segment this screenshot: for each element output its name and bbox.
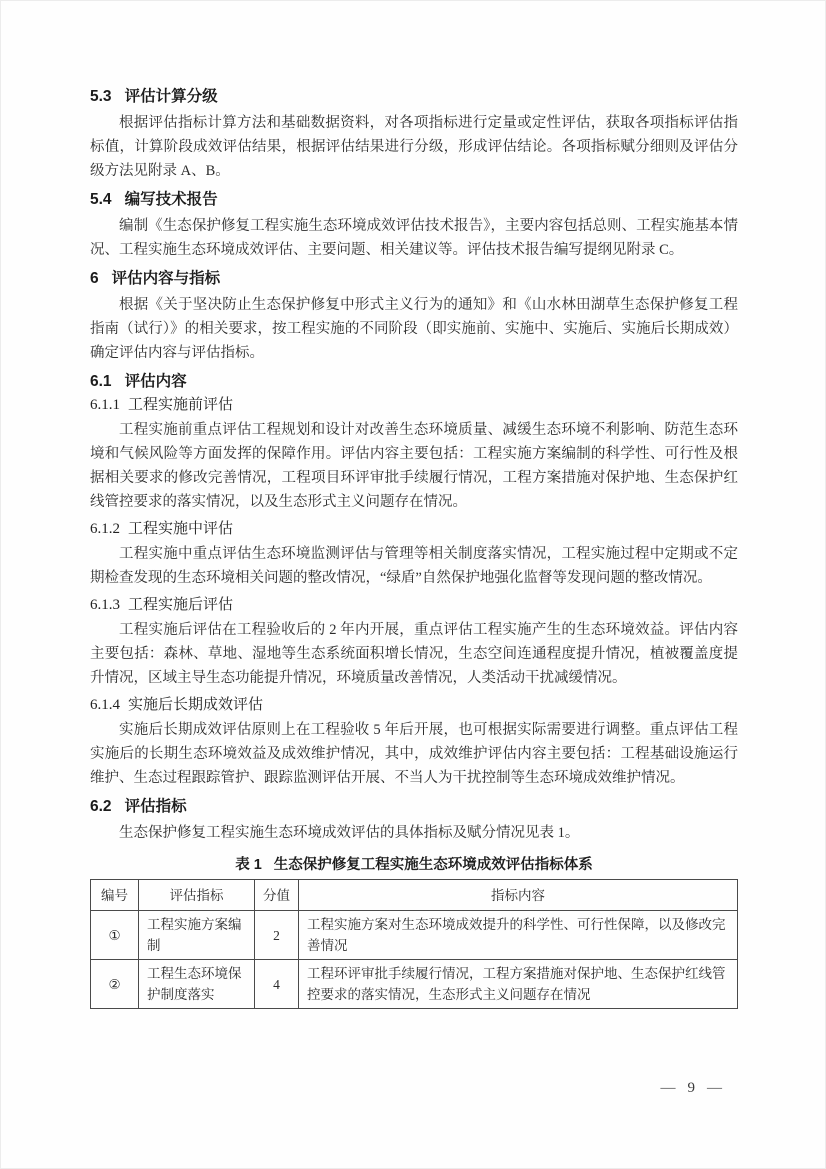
- subsection-heading: [90, 397, 738, 414]
- section-heading: [90, 373, 738, 390]
- cell-indicator: 工程生态环境保护制度落实: [139, 960, 255, 1009]
- col-header-content: 指标内容: [299, 880, 738, 911]
- section-title: 工程实施后评估: [128, 597, 234, 613]
- section-6-2: [90, 798, 738, 845]
- section-number: 6.1.1: [90, 397, 120, 413]
- col-header-indicator: 评估指标: [139, 880, 255, 911]
- section-paragraph: 生态保护修复工程实施生态环境成效评估的具体指标及赋分情况见表 1。: [119, 825, 580, 841]
- section-5-4: [90, 191, 738, 262]
- section-6-1-2: [90, 521, 738, 590]
- section-6-1-1: [90, 397, 738, 514]
- indicator-table: [90, 879, 738, 1009]
- section-title: 评估内容: [124, 373, 187, 390]
- cell-score: 2: [255, 911, 299, 960]
- section-title: 评估指标: [124, 798, 187, 815]
- section-number: 6: [90, 270, 99, 287]
- section-6-1: [90, 373, 738, 390]
- table-header-row: [91, 880, 738, 911]
- section-title: 编写技术报告: [124, 191, 218, 208]
- section-5-3: [90, 88, 738, 183]
- section-number: 5.4: [90, 191, 112, 208]
- section-6: [90, 270, 738, 365]
- section-number: 5.3: [90, 88, 112, 105]
- section-heading: [90, 270, 738, 287]
- section-number: 6.1.3: [90, 597, 120, 613]
- section-number: 6.1: [90, 373, 112, 390]
- subsection-heading: [90, 521, 738, 538]
- section-heading: [90, 88, 738, 105]
- col-header-score: 分值: [255, 880, 299, 911]
- section-number: 6.1.2: [90, 521, 120, 537]
- page-footer: [649, 1080, 735, 1097]
- section-paragraph: 根据评估指标计算方法和基础数据资料，对各项指标进行定量或定性评估，获取各项指标评估指标值，计算阶段成效评估结果，根据评估结果进行分级，形成评估结论。各项指标赋分细则及评估分级方法见附录 A、B。: [90, 115, 738, 179]
- footer-dash-left: —: [660, 1080, 676, 1096]
- section-paragraph: 实施后长期成效评估原则上在工程验收 5 年后开展，也可根据实际需要进行调整。重点评估工程实施后的长期生态环境效益及成效维护情况，其中，成效维护评估内容主要包括：工程基础设施运行维护、生态过程跟踪管护、跟踪监测评估开展、不当人为干扰控制等生态环境成效维护情况。: [90, 722, 738, 786]
- section-paragraph: 工程实施中重点评估生态环境监测评估与管理等相关制度落实情况，工程实施过程中定期或不定期检查发现的生态环境相关问题的整改情况，“绿盾”自然保护地强化监督等发现问题的整改情况。: [90, 546, 738, 586]
- section-heading: [90, 798, 738, 815]
- cell-score: 4: [255, 960, 299, 1009]
- page-number: 9: [687, 1080, 695, 1096]
- footer-dash-right: —: [707, 1080, 722, 1096]
- cell-number: ②: [91, 960, 139, 1009]
- section-title: 评估计算分级: [124, 88, 218, 105]
- table-row: [91, 911, 738, 960]
- section-paragraph: 工程实施前重点评估工程规划和设计对改善生态环境质量、减缓生态环境不利影响、防范生态环境和气候风险等方面发挥的保障作用。评估内容主要包括：工程实施方案编制的科学性、可行性及根据相关要求的修改完善情况，工程项目环评审批手续履行情况，工程方案措施对保护地、生态保护红线管控要求的落实情况，以及生态形式主义问题存在情况。: [90, 422, 738, 510]
- section-title: 工程实施前评估: [128, 397, 234, 413]
- table-title-text: 生态保护修复工程实施生态环境成效评估指标体系: [273, 857, 593, 873]
- cell-number: ①: [91, 911, 139, 960]
- subsection-heading: [90, 697, 738, 714]
- section-title: 工程实施中评估: [128, 521, 234, 537]
- section-paragraph: 工程实施后评估在工程验收后的 2 年内开展，重点评估工程实施产生的生态环境效益。评估内容主要包括：森林、草地、湿地等生态系统面积增长情况，生态空间连通程度提升情况，植被覆盖度提升情况，区域主导生态功能提升情况，环境质量改善情况，人类活动干扰减缓情况。: [90, 622, 738, 686]
- section-paragraph: 编制《生态保护修复工程实施生态环境成效评估技术报告》，主要内容包括总则、工程实施基本情况、工程实施生态环境成效评估、主要问题、相关建议等。评估技术报告编写提纲见附录 C。: [90, 218, 738, 258]
- cell-content: 工程实施方案对生态环境成效提升的科学性、可行性保障，以及修改完善情况: [299, 911, 738, 960]
- section-number: 6.1.4: [90, 697, 120, 713]
- section-paragraph: 根据《关于坚决防止生态保护修复中形式主义行为的通知》和《山水林田湖草生态保护修复工程指南（试行）》的相关要求，按工程实施的不同阶段（即实施前、实施中、实施后、实施后长期成效）确定评估内容与评估指标。: [90, 297, 738, 361]
- cell-content: 工程环评审批手续履行情况，工程方案措施对保护地、生态保护红线管控要求的落实情况，生态形式主义问题存在情况: [299, 960, 738, 1009]
- section-number: 6.2: [90, 798, 112, 815]
- section-title: 评估内容与指标: [111, 270, 221, 287]
- table-label: 表 1: [235, 857, 262, 873]
- col-header-number: 编号: [91, 880, 139, 911]
- table-row: [91, 960, 738, 1009]
- cell-indicator: 工程实施方案编制: [139, 911, 255, 960]
- section-title: 实施后长期成效评估: [128, 697, 264, 713]
- section-heading: [90, 191, 738, 208]
- section-6-1-3: [90, 597, 738, 690]
- table-caption: [90, 853, 738, 874]
- subsection-heading: [90, 597, 738, 614]
- section-6-1-4: [90, 697, 738, 790]
